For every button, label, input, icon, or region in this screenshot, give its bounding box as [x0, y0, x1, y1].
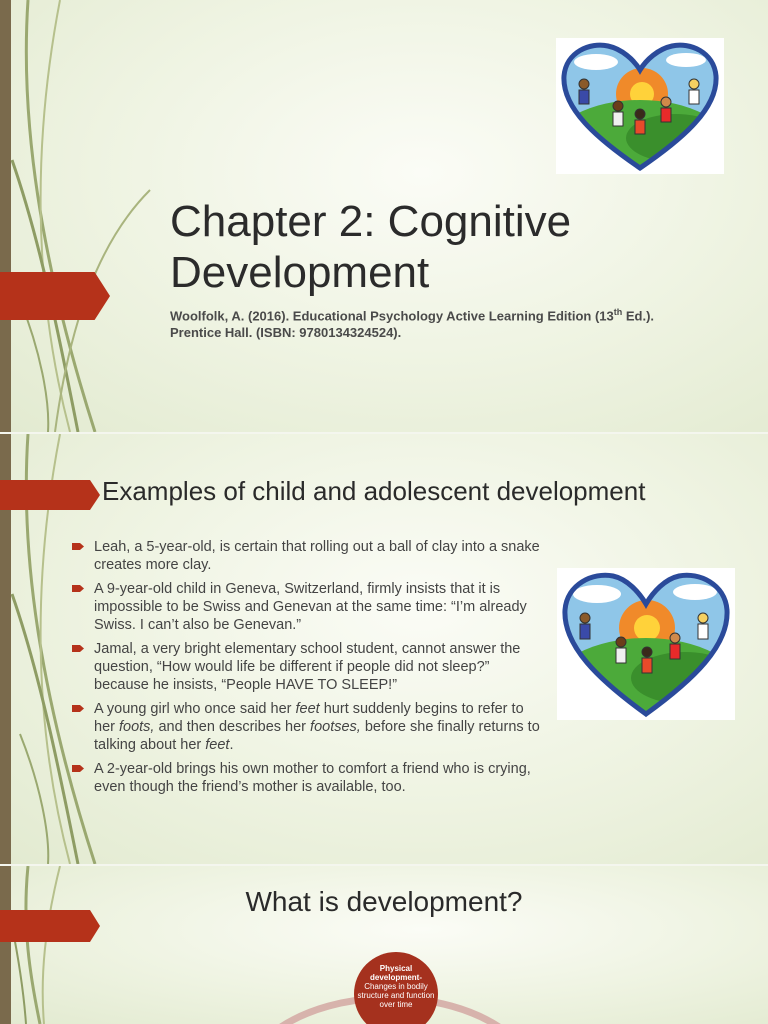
- arrow-bullet-icon: [72, 704, 84, 713]
- list-item: [72, 700, 542, 754]
- example-text: A 2-year-old brings his own mother to comfort a friend who is crying, even though the friend’s mother is available, too.: [94, 761, 531, 795]
- example-text: hurt suddenly begins to refer to her: [94, 701, 524, 735]
- physical-development-desc: Changes in bodily structure and function over time: [357, 982, 435, 1009]
- list-item: [72, 580, 542, 634]
- left-accent-bar: [0, 0, 11, 432]
- slide-1: [0, 0, 768, 432]
- example-text: .: [229, 737, 234, 753]
- slide-heading: What is development?: [245, 886, 523, 917]
- section-tab: [0, 480, 100, 510]
- example-text: feet: [205, 737, 230, 753]
- heart-children-icon: [557, 568, 735, 720]
- arrow-bullet-icon: [72, 542, 84, 551]
- example-text: foots,: [119, 719, 155, 735]
- list-item: [72, 538, 542, 574]
- arrow-bullet-icon: [72, 584, 84, 593]
- example-text: and then describes her: [154, 719, 311, 735]
- arrow-bullet-icon: [72, 644, 84, 653]
- section-tab: [0, 272, 110, 320]
- example-text: Jamal, a very bright elementary school student, cannot answer the question, “How would life be different if people did not sleep?” because he insists, “People HAVE TO SLEEP!”: [94, 641, 521, 693]
- heart-children-icon: [556, 38, 724, 174]
- citation-superscript: th: [613, 307, 623, 317]
- slide-title: Chapter 2: Cognitive Development: [170, 197, 572, 297]
- example-text: before she finally returns to talking about her: [94, 719, 540, 753]
- examples-list: [72, 538, 542, 802]
- slide-heading: Examples of child and adolescent development: [102, 476, 646, 506]
- example-text: feet: [295, 701, 320, 717]
- example-text: Leah, a 5-year-old, is certain that rolling out a ball of clay into a snake creates more clay.: [94, 539, 540, 573]
- physical-development-node: [354, 952, 438, 1024]
- citation-text: Woolfolk, A. (2016). Educational Psychology Active Learning Edition (13: [170, 308, 614, 324]
- example-text: A young girl who once said her: [94, 701, 296, 717]
- arrow-bullet-icon: [72, 764, 84, 773]
- slide-2: [0, 434, 768, 864]
- example-text: footses,: [310, 719, 361, 735]
- citation-edition: Ed.).: [622, 308, 655, 324]
- example-text: A 9-year-old child in Geneva, Switzerland, firmly insists that it is impossible to be Swiss and Genevan at the same time: “I’m already Swiss. I can’t also be Genevan.”: [94, 581, 527, 633]
- citation-publisher: Prentice Hall. (ISBN: 9780134324524).: [170, 325, 402, 341]
- citation: [170, 304, 740, 341]
- slide-3: [0, 866, 768, 1024]
- list-item: [72, 640, 542, 694]
- list-item: [72, 760, 542, 796]
- physical-development-title: Physical development-: [369, 964, 422, 982]
